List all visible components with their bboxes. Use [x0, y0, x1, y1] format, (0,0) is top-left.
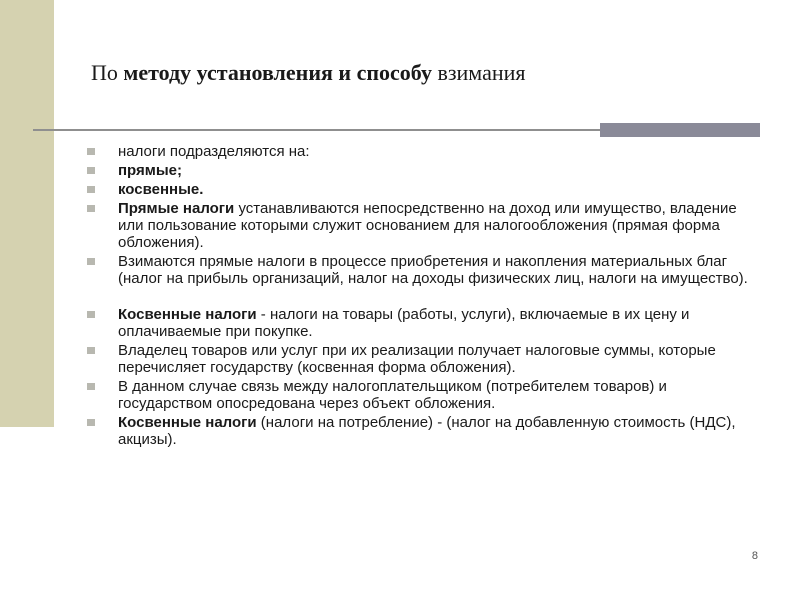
list-item	[87, 414, 757, 448]
square-bullet-icon	[87, 205, 95, 212]
bullet-list	[87, 143, 757, 450]
square-bullet-icon	[87, 148, 95, 155]
square-bullet-icon	[87, 258, 95, 265]
list-item	[87, 306, 757, 340]
item-bold: Косвенные налоги	[118, 306, 257, 323]
page-number: 8	[751, 550, 758, 562]
list-item	[87, 162, 757, 179]
square-bullet-icon	[87, 167, 95, 174]
item-text: (налоги на потребление) - (налог на добавленную стоимость (НДС), акцизы).	[118, 414, 736, 448]
item-text: налоги подразделяются на:	[118, 143, 310, 160]
square-bullet-icon	[87, 347, 95, 354]
item-text: - налоги на товары (работы, услуги), включаемые в их цену и оплачиваемые при покупке.	[118, 306, 690, 340]
item-text: Владелец товаров или услуг при их реализации получает налоговые суммы, которые перечисляет государству (косвенная форма обложения).	[118, 342, 716, 376]
item-text: В данном случае связь между налогоплательщиком (потребителем товаров) и государством опосредована через объект обложения.	[118, 378, 667, 412]
list-item	[87, 378, 757, 412]
slide-title	[91, 60, 771, 86]
square-bullet-icon	[87, 186, 95, 193]
square-bullet-icon	[87, 419, 95, 426]
item-bold: прямые;	[118, 162, 183, 179]
list-item	[87, 342, 757, 376]
list-item	[87, 200, 757, 251]
list-item	[87, 181, 757, 198]
title-prefix: По	[91, 60, 124, 85]
title-divider-block	[600, 123, 760, 137]
list-item	[87, 143, 757, 160]
square-bullet-icon	[87, 311, 95, 318]
side-decor-band	[0, 0, 54, 427]
item-text: Взимаются прямые налоги в процессе приобретения и накопления материальных благ (налог на прибыль организаций, налог на доходы физических лиц, налоги на имущество).	[118, 253, 748, 287]
item-bold: Косвенные налоги	[118, 414, 257, 431]
item-bold: Прямые налоги	[118, 200, 235, 217]
square-bullet-icon	[87, 383, 95, 390]
title-bold: методу установления и способу	[123, 60, 432, 85]
item-text: устанавливаются непосредственно на доход или имущество, владение или пользование которыми служит основанием для налогообложения (прямая форма обложения).	[118, 200, 737, 251]
title-suffix: взимания	[431, 60, 526, 85]
list-item	[87, 253, 757, 287]
title-divider-line	[33, 129, 602, 131]
item-bold: косвенные.	[118, 181, 204, 198]
